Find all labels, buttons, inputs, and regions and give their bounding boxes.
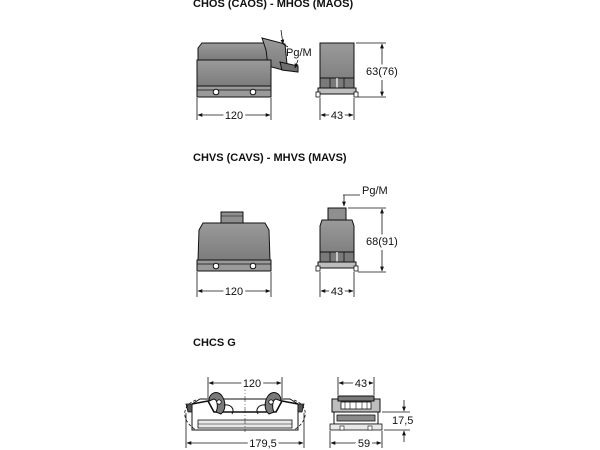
chcs-base-depth-label: 59 (357, 438, 371, 450)
chos-height-label: 63(76) (366, 66, 398, 78)
chos-front-view (197, 38, 298, 97)
chos-side-view (316, 43, 358, 97)
chcs-outer-width-label: 179,5 (249, 438, 277, 450)
chvs-width-label: 120 (224, 286, 244, 298)
section-title-chos: CHOS (CAOS) - MHOS (MAOS) (193, 0, 354, 10)
chos-pgm-label: Pg/M (286, 47, 312, 59)
chvs-height-label: 68(91) (366, 236, 398, 248)
chcs-side-view (330, 396, 382, 430)
chcs-depth-label: 43 (354, 378, 368, 390)
chcs-front-view (185, 385, 306, 432)
chvs-front-view (197, 212, 271, 271)
chvs-pgm-label: Pg/M (362, 185, 388, 197)
section-title-chcs: CHCS G (193, 337, 236, 349)
section-title-chvs: CHVS (CAVS) - MHVS (MAVS) (193, 152, 347, 164)
chos-depth-label: 43 (330, 110, 344, 122)
chcs-inner-width-label: 120 (242, 378, 262, 390)
chvs-depth-label: 43 (330, 286, 344, 298)
chcs-height-label: 17,5 (392, 415, 414, 427)
chvs-side-view (316, 208, 358, 271)
chos-width-label: 120 (224, 110, 244, 122)
